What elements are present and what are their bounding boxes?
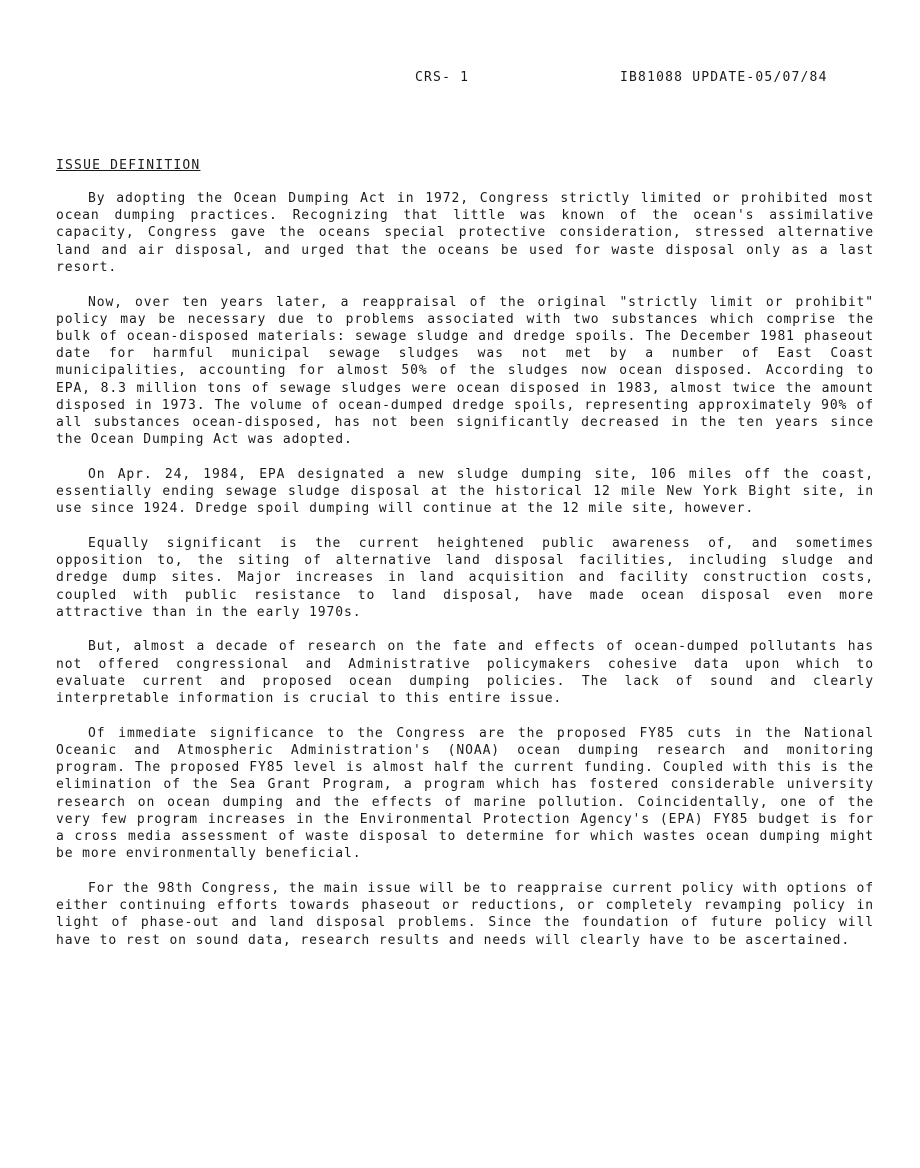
section-heading: ISSUE DEFINITION	[56, 158, 201, 173]
document-body	[56, 190, 874, 966]
paragraph-7: For the 98th Congress, the main issue will be to reappraise current policy with options of either continuing efforts towards phaseout or reductions, or completely revamping policy in light of phase-out and land disposal problems. Since the foundation of future policy will have to rest on sound data, research results and needs will clearly have to be ascertained.	[56, 880, 874, 948]
page-number-label: CRS- 1	[415, 70, 470, 85]
paragraph-5: But, almost a decade of research on the fate and effects of ocean-dumped pollutants has not offered congressional and Administrative policymakers cohesive data upon which to evaluate current and proposed ocean dumping policies. The lack of sound and clearly interpretable information is crucial to this entire issue.	[56, 639, 874, 707]
paragraph-4: Equally significant is the current heightened public awareness of, and sometimes opposition to, the siting of alternative land disposal facilities, including sludge and dredge dump sites. Major increases in land acquisition and facility construction costs, coupled with public resistance to land disposal, have made ocean disposal even more attractive than in the early 1970s.	[56, 535, 874, 620]
paragraph-2: Now, over ten years later, a reappraisal of the original "strictly limit or prohibit" policy may be necessary due to problems associated with two substances which comprise the bulk of ocean-disposed materials: sewage sludge and dredge spoils. The December 1981 phaseout date for harmful municipal sewage sludges was not met by a number of East Coast municipalities, accounting for almost 50% of the sludges now ocean disposed. According to EPA, 8.3 million tons of sewage sludges were ocean disposed in 1983, almost twice the amount disposed in 1973. The volume of ocean-dumped dredge spoils, representing approximately 90% of all substances ocean-disposed, has not been significantly decreased in the ten years since the Ocean Dumping Act was adopted.	[56, 294, 874, 448]
document-id-label: IB81088 UPDATE-05/07/84	[620, 70, 828, 85]
paragraph-1: By adopting the Ocean Dumping Act in 1972, Congress strictly limited or prohibited most ocean dumping practices. Recognizing that little was known of the ocean's assimilative capacity, Congress gave the oceans special protective consideration, stressed alternative land and air disposal, and urged that the oceans be used for waste disposal only as a last resort.	[56, 191, 874, 275]
paragraph-6: Of immediate significance to the Congress are the proposed FY85 cuts in the National Oceanic and Atmospheric Administration's (NOAA) ocean dumping research and monitoring program. The proposed FY85 level is almost half the current funding. Coupled with this is the elimination of the Sea Grant Program, a program which has fostered considerable university research on ocean dumping and the effects of marine pollution. Coincidentally, one of the very few program increases in the Environmental Protection Agency's (EPA) FY85 budget is for a cross media assessment of waste disposal to determine for which wastes ocean dumping might be more environmentally beneficial.	[56, 725, 874, 862]
paragraph-3: On Apr. 24, 1984, EPA designated a new sludge dumping site, 106 miles off the coast, essentially ending sewage sludge disposal at the historical 12 mile New York Bight site, in use since 1924. Dredge spoil dumping will continue at the 12 mile site, however.	[56, 466, 874, 517]
